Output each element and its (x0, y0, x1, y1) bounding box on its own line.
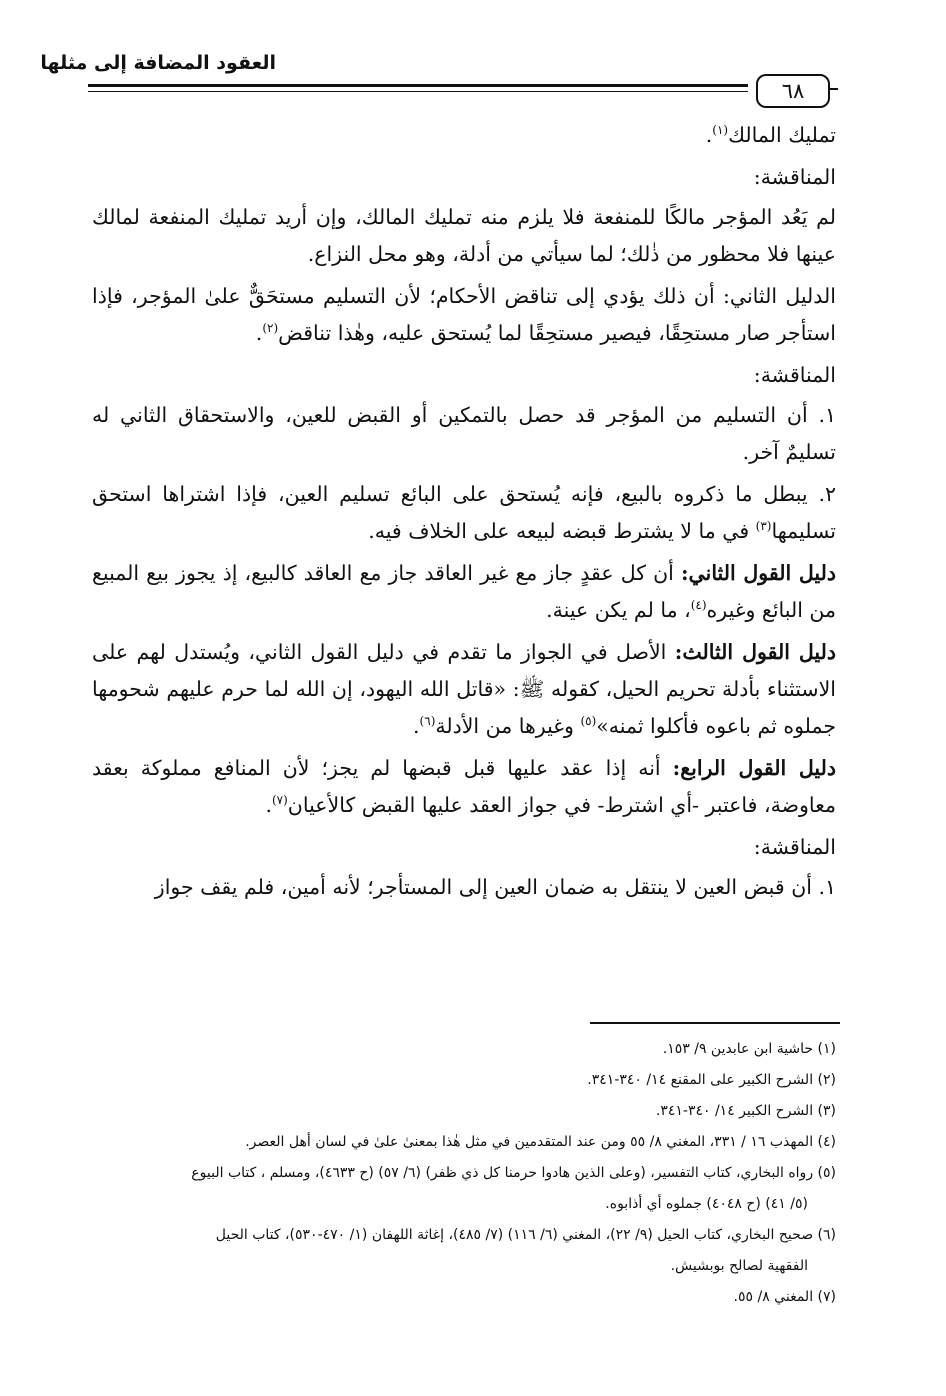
footnote-4: (٤) المهذب ١٦ / ٣٣١، المغني ٨/ ٥٥ ومن عند المتقدمين في مثل هٰذا بمعنىٰ علىٰ في لسان أهل العصر. (245, 1134, 836, 1150)
paragraph-8: دليل القول الرابع: أنه إذا عقد عليها قبل قبضها لم يجز؛ لأن المنافع مملوكة بعقد معاوضة، فاعتبر -أي اشترط- في جواز العقد عليها القبض كالأعيان$^{(٧)}$. (92, 756, 836, 817)
heading-discussion-3: المناقشة: (753, 835, 836, 859)
paragraph-6: دليل القول الثاني: أن كل عقدٍ جاز مع غير العاقد جاز مع العاقد كالبيع، إذ يجوز بيع المبيع من البائع وغيره$^{(٤)}$، ما لم يكن عينة. (92, 561, 836, 622)
footnote-ref-5: (٥) (580, 714, 597, 729)
footnote-2: (٢) الشرح الكبير على المقنع ١٤/ ٣٤٠-٣٤١. (587, 1072, 836, 1088)
paragraph-3: الدليل الثاني: أن ذلك يؤدي إلى تناقض الأحكام؛ لأن التسليم مستحَقٌّ علىٰ المؤجر، فإذا استأجر صار مستحِقًا، فيصير مستحِقًا لما يُستحق عليه، وهٰذا تناقض$^{(٢)}$. (92, 284, 836, 345)
evidence-label-4: دليل القول الرابع: (672, 756, 836, 780)
footnote-ref-3: (٣) (755, 519, 772, 534)
footnote-5: (٥) رواه البخاري، كتاب التفسير، (وعلى الذين هادوا حرمنا كل ذي ظفر) (٦/ ٥٧) (ح ٤٦٣٣)، ومسلم ، كتاب البيوع (٥/ ٤١) (ح ٤٠٤٨) جملوه أي أذابوه. (191, 1165, 836, 1212)
paragraph-7: دليل القول الثالث: الأصل في الجواز ما تقدم في دليل القول الثاني، ويُستدل لهم على الاستثناء بأدلة تحريم الحيل، كقوله ﷺ: «قاتل الله اليهود، إن الله لما حرم عليهم شحومها جملوه ثم باعوه فأكلوا ثمنه»$^{(٥)}$ وغيرها من الأدلة$^{(٦)}$. (92, 640, 836, 738)
footnote-7: (٧) المغني ٨/ ٥٥. (733, 1289, 836, 1305)
footnote-3: (٣) الشرح الكبير ١٤/ ٣٤٠-٣٤١. (655, 1103, 836, 1119)
paragraph-9: ١. أن قبض العين لا ينتقل به ضمان العين إلى المستأجر؛ لأنه أمين، فلم يقف جواز (154, 875, 836, 899)
footnote-ref-4: (٤) (690, 598, 707, 613)
heading-discussion-1: المناقشة: (753, 165, 836, 189)
body-text (92, 117, 836, 911)
header-rule-thick (88, 84, 748, 87)
paragraph-4: ١. أن التسليم من المؤجر قد حصل بالتمكين أو القبض للعين، والاستحقاق الثاني له تسليمٌ آخر. (92, 403, 836, 464)
header-rule-thin (88, 91, 748, 92)
paragraph-2: لم يَعُد المؤجر مالكًا للمنفعة فلا يلزم منه تمليك المالك، وإن أريد تمليك المنفعة لمالك عينها فلا محظور من ذٰلك؛ لما سيأتي من أدلة، وهو محل النزاع. (92, 205, 836, 266)
heading-discussion-2: المناقشة: (753, 363, 836, 387)
footnotes (92, 1034, 836, 1313)
footnote-6: (٦) صحيح البخاري، كتاب الحيل (٩/ ٢٢)، المغني (٦/ ١١٦) (٧/ ٤٨٥)، إغاثة اللهفان (١/ ٤٧٠-٥٣٠)، كتاب الحيل الفقهية لصالح بوبشيش. (215, 1227, 836, 1274)
evidence-label-2: دليل القول الثاني: (680, 561, 836, 585)
paragraph-1: تمليك المالك$^{(١)}$. (705, 123, 836, 147)
footnote-ref-1: (١) (712, 123, 729, 138)
page-number-tick (828, 88, 838, 90)
paragraph-5: ٢. يبطل ما ذكروه بالبيع، فإنه يُستحق على البائع تسليم العين، فإذا اشتراها استحق تسليمها$^{(٣)}$ في ما لا يشترط قبضه لبيعه على الخلاف فيه. (92, 482, 836, 543)
running-title: العقود المضافة إلى مثلها (40, 52, 276, 74)
evidence-label-3: دليل القول الثالث: (674, 640, 836, 664)
footnote-ref-2: (٢) (262, 321, 279, 336)
page-number: ٦٨ (756, 74, 830, 108)
footnote-ref-7: (٧) (271, 793, 288, 808)
footnote-separator (590, 1022, 840, 1024)
footnote-ref-6: (٦) (419, 714, 436, 729)
footnote-1: (١) حاشية ابن عابدين ٩/ ١٥٣. (662, 1041, 836, 1057)
